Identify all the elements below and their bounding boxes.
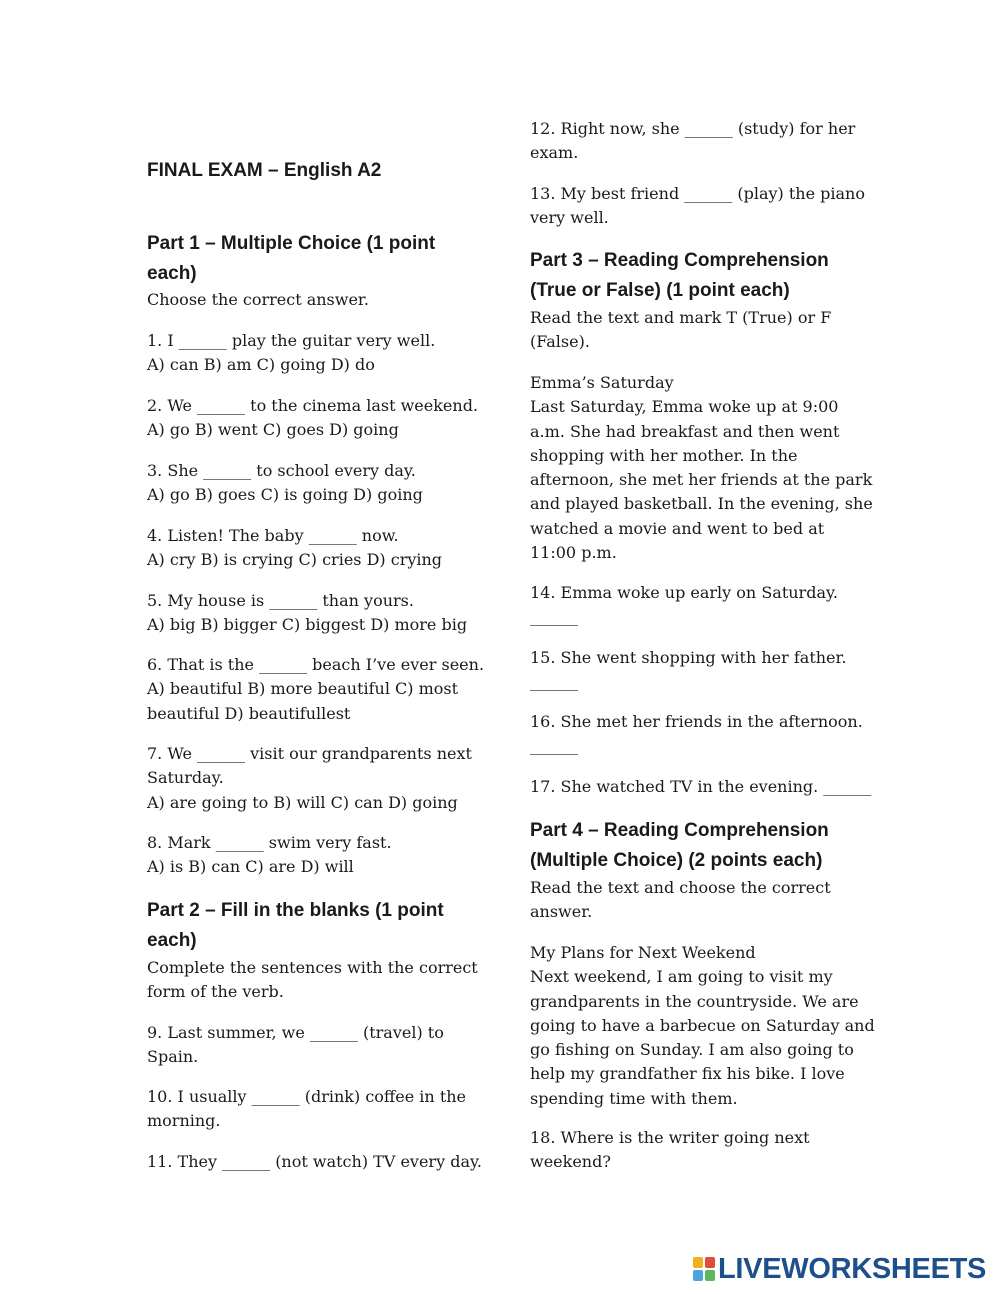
section-heading <box>530 246 860 306</box>
text-line: exam. <box>530 143 579 163</box>
text-block <box>147 288 477 312</box>
text-line: ______ <box>530 736 578 756</box>
text-line: Part 4 – Reading Comprehension <box>530 820 829 841</box>
logo-text: LIVEWORKSHEETS <box>718 1253 987 1285</box>
text-line: Read the text and choose the correct <box>530 878 831 897</box>
text-line: beautiful D) beautifullest <box>147 703 351 723</box>
text-block <box>530 1126 860 1175</box>
text-line: My Plans for Next Weekend <box>530 943 756 962</box>
text-line: 12. Right now, she ______ (study) for her <box>530 119 856 138</box>
text-block <box>147 1021 477 1070</box>
text-line: watched a movie and went to bed at <box>530 518 825 538</box>
text-block <box>147 459 477 508</box>
text-line: answer. <box>530 902 593 922</box>
text-block <box>147 956 477 1005</box>
text-line: going to have a barbecue on Saturday and <box>530 1015 875 1035</box>
section-heading <box>147 229 477 289</box>
text-line: help my grandfather fix his bike. I love <box>530 1064 845 1084</box>
text-line: A) cry B) is crying C) cries D) crying <box>147 550 443 570</box>
text-line: form of the verb. <box>147 982 284 1002</box>
text-block <box>530 581 860 630</box>
text-block <box>147 524 477 573</box>
text-block <box>147 831 477 880</box>
text-line: Next weekend, I am going to visit my <box>530 967 833 987</box>
text-line: 15. She went shopping with her father. <box>530 648 847 667</box>
text-line: 18. Where is the writer going next <box>530 1128 810 1147</box>
text-line: 16. She met her friends in the afternoon. <box>530 712 863 731</box>
text-line: 14. Emma woke up early on Saturday. <box>530 583 838 602</box>
text-line: A) go B) went C) goes D) going <box>147 420 399 440</box>
text-line: go fishing on Sunday. I am also going to <box>530 1040 854 1060</box>
text-line: A) are going to B) will C) can D) going <box>147 792 458 812</box>
text-block <box>530 646 860 695</box>
exam-title: FINAL EXAM – English A2 <box>147 160 382 181</box>
text-block <box>147 653 485 726</box>
text-line: 11:00 p.m. <box>530 543 617 563</box>
text-line: Part 1 – Multiple Choice (1 point <box>147 233 436 254</box>
text-line: Choose the correct answer. <box>147 290 369 309</box>
text-block <box>530 775 872 799</box>
text-line: ______ <box>530 607 578 627</box>
text-line: A) is B) can C) are D) will <box>147 857 354 877</box>
section-heading <box>530 816 860 876</box>
text-line: and played basketball. In the evening, she <box>530 494 873 514</box>
text-line: A) can B) am C) going D) do <box>147 355 375 375</box>
text-line: spending time with them. <box>530 1088 738 1108</box>
text-line: ______ <box>530 672 578 692</box>
liveworksheets-badge-icon <box>693 1257 715 1281</box>
text-line: 4. Listen! The baby ______ now. <box>147 526 399 545</box>
text-line: morning. <box>147 1111 221 1131</box>
section-heading <box>147 896 477 956</box>
text-block <box>530 710 863 759</box>
text-line: 1. I ______ play the guitar very well. <box>147 331 436 350</box>
text-line: A) go B) goes C) is going D) going <box>147 485 423 505</box>
text-line: 17. She watched TV in the evening. ______ <box>530 777 872 796</box>
text-line: Spain. <box>147 1047 199 1067</box>
text-line: 2. We ______ to the cinema last weekend. <box>147 396 479 415</box>
text-line: 8. Mark ______ swim very fast. <box>147 833 392 852</box>
text-line: (True or False) (1 point each) <box>530 280 790 301</box>
text-line: Saturday. <box>147 768 224 788</box>
text-line: afternoon, she met her friends at the park <box>530 470 873 490</box>
text-line: A) beautiful B) more beautiful C) most <box>147 679 459 699</box>
text-line: 10. I usually ______ (drink) coffee in the <box>147 1087 467 1106</box>
text-line: 3. She ______ to school every day. <box>147 461 416 480</box>
text-line: Part 2 – Fill in the blanks (1 point <box>147 900 444 921</box>
text-block <box>147 1085 477 1134</box>
text-block <box>530 371 873 565</box>
text-line: Last Saturday, Emma woke up at 9:00 <box>530 397 839 417</box>
text-line: each) <box>147 930 197 951</box>
text-line: 9. Last summer, we ______ (travel) to <box>147 1023 444 1042</box>
text-block <box>147 1150 482 1174</box>
text-line: A) big B) bigger C) biggest D) more big <box>147 615 468 635</box>
text-block <box>530 941 875 1111</box>
text-block <box>147 329 477 378</box>
text-line: 7. We ______ visit our grandparents next <box>147 744 472 763</box>
text-line: very well. <box>530 208 609 228</box>
text-line: a.m. She had breakfast and then went <box>530 421 840 441</box>
text-line: (Multiple Choice) (2 points each) <box>530 850 823 871</box>
text-line: (False). <box>530 332 590 352</box>
text-block <box>530 876 860 925</box>
text-line: shopping with her mother. In the <box>530 445 798 465</box>
text-line: Read the text and mark T (True) or F <box>530 308 832 327</box>
text-line: grandparents in the countryside. We are <box>530 991 859 1011</box>
text-block <box>147 589 477 638</box>
text-line: 5. My house is ______ than yours. <box>147 591 414 610</box>
text-block <box>530 306 860 355</box>
text-line: 11. They ______ (not watch) TV every day. <box>147 1152 482 1171</box>
text-line: Part 3 – Reading Comprehension <box>530 250 829 271</box>
text-block <box>147 394 477 443</box>
text-block <box>530 117 860 166</box>
text-line: Emma’s Saturday <box>530 373 674 392</box>
liveworksheets-logo <box>693 1252 986 1286</box>
text-line: Complete the sentences with the correct <box>147 958 478 977</box>
text-line: 13. My best friend ______ (play) the piano <box>530 184 865 203</box>
text-block <box>530 182 865 231</box>
text-line: weekend? <box>530 1152 611 1172</box>
text-line: 6. That is the ______ beach I’ve ever seen. <box>147 655 485 674</box>
text-line: each) <box>147 263 197 284</box>
text-block <box>147 742 477 815</box>
